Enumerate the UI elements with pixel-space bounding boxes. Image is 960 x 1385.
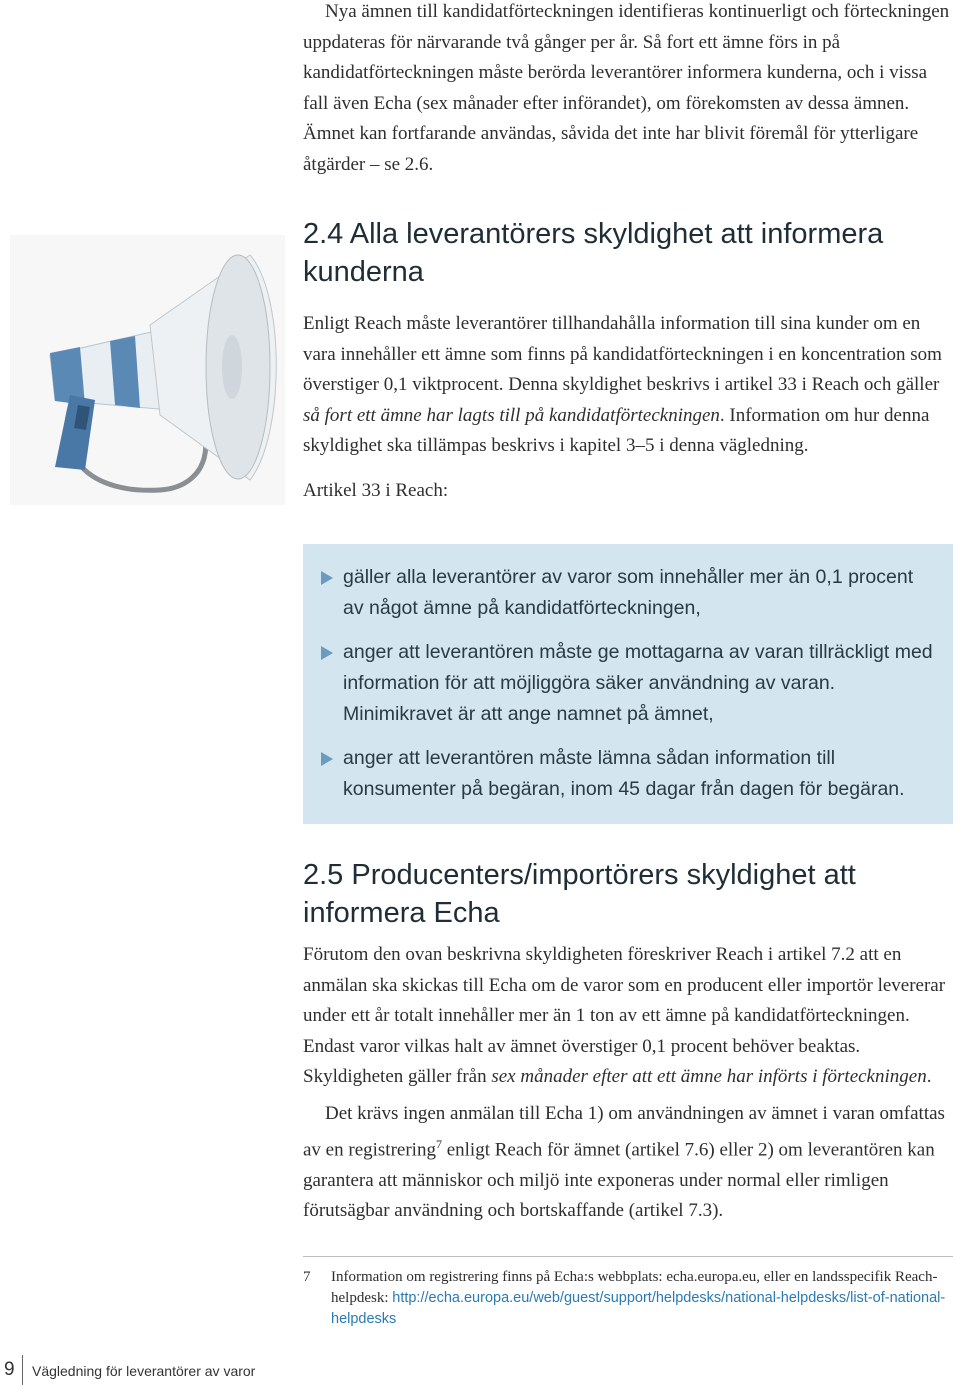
section-2-5-heading: 2.5 Producenters/importörers skyldighet att informera Echa: [303, 859, 856, 929]
para-emphasis: så fort ett ämne har lagts till på kandidatförteckningen: [303, 404, 720, 426]
section-2-4-paragraph: [303, 309, 953, 462]
footnote: [303, 1267, 953, 1330]
para-text-end: enligt Reach för ämnet (artikel 7.6) eller 2) om leverantören kan garantera att människor och miljö inte exponeras under normal eller rimligen förutsägbar användning och bortskaffande (artikel 7.3).: [303, 1139, 935, 1222]
section-2-4: [303, 215, 953, 506]
para-emphasis: sex månader efter att ett ämne har införts i förteckningen: [491, 1066, 927, 1087]
section-2-4-heading: 2.4 Alla leverantörers skyldighet att informera kunderna: [303, 218, 884, 288]
page-number: 9: [4, 1359, 15, 1380]
footnote-divider: [303, 1256, 953, 1257]
triangle-bullet-icon: [321, 646, 333, 660]
document-title: Vägledning för leverantörer av varor: [32, 1363, 256, 1379]
article-33-callout: [303, 544, 953, 824]
list-item: [319, 562, 933, 624]
list-item-text: anger att leverantören måste lämna sådan information till konsumenter på begäran, inom 45 dagar från dagen för begäran.: [343, 747, 905, 800]
footnote-body: Information om registrering finns på Echa:s webbplats: echa.europa.eu, eller en landsspecifik Reach-helpdesk:: [331, 1269, 938, 1306]
list-item-text: gäller alla leverantörer av varor som innehåller mer än 0,1 procent av något ämne på kandidatförteckningen,: [343, 566, 914, 619]
article-33-list: [303, 544, 953, 805]
list-item: [319, 637, 933, 730]
article-33-label: Artikel 33 i Reach:: [303, 479, 449, 501]
para-text-end: . Information om hur denna skyldighet ska tillämpas beskrivs i kapitel 3–5 i denna vägledning.: [303, 404, 930, 456]
section-2-5-paragraph-2: [303, 1099, 953, 1227]
footnote-reference[interactable]: 7: [435, 1137, 442, 1151]
para-text-end: .: [926, 1066, 932, 1087]
megaphone-image: [10, 235, 285, 505]
intro-block: [303, 0, 953, 180]
intro-paragraph: Nya ämnen till kandidatförteckningen identifieras kontinuerligt och förteckningen uppdateras för närvarande två gånger per år. Så fort ett ämne förs in på kandidatförteckningen måste berörda leverantörer informera kunderna, och i vissa fall även Echa (sex månader efter införandet), om förekomsten av dessa ämnen. Ämnet kan fortfarande användas, såvida det inte har blivit föremål för ytterligare åtgärder – se 2.6.: [303, 1, 950, 175]
section-2-5: [303, 856, 953, 1227]
list-item-text: anger att leverantören måste ge mottagarna av varan tillräckligt med information för att möjliggöra säker användning av varan. Minimikravet är att ange namnet på ämnet,: [343, 641, 933, 725]
para-text: Förutom den ovan beskrivna skyldigheten föreskriver Reach i artikel 7.2 att en anmälan ska skickas till Echa om de varor som en producent eller importör levererar under ett år totalt innehåller mer än 1 ton av ett ämne på kandidatförteckningen. Endast varor vilkas halt av ämnet överstiger 0,1 procent behöver beaktas. Skyldigheten gäller från: [303, 944, 946, 1087]
footnote-number: 7: [303, 1269, 311, 1285]
para-text: Det krävs ingen anmälan till Echa 1) om användningen av ämnet i varan omfattas av en registrering: [303, 1102, 945, 1161]
footnote-text: [331, 1267, 953, 1330]
page-footer: [0, 1355, 300, 1385]
triangle-bullet-icon: [321, 752, 333, 766]
section-2-5-paragraph-1: [303, 940, 953, 1093]
triangle-bullet-icon: [321, 571, 333, 585]
list-item: [319, 743, 933, 805]
helpdesk-link[interactable]: http://echa.europa.eu/web/guest/support/helpdesks/national-helpdesks/list-of-national-helpdesks: [331, 1290, 946, 1327]
para-text: Enligt Reach måste leverantörer tillhandahålla information till sina kunder om en vara innehåller ett ämne som finns på kandidatförteckningen i en koncentration som överstiger 0,1 viktprocent. Denna skyldighet beskrivs i artikel 33 i Reach och gäller: [303, 313, 942, 395]
footer-divider: [22, 1355, 23, 1385]
